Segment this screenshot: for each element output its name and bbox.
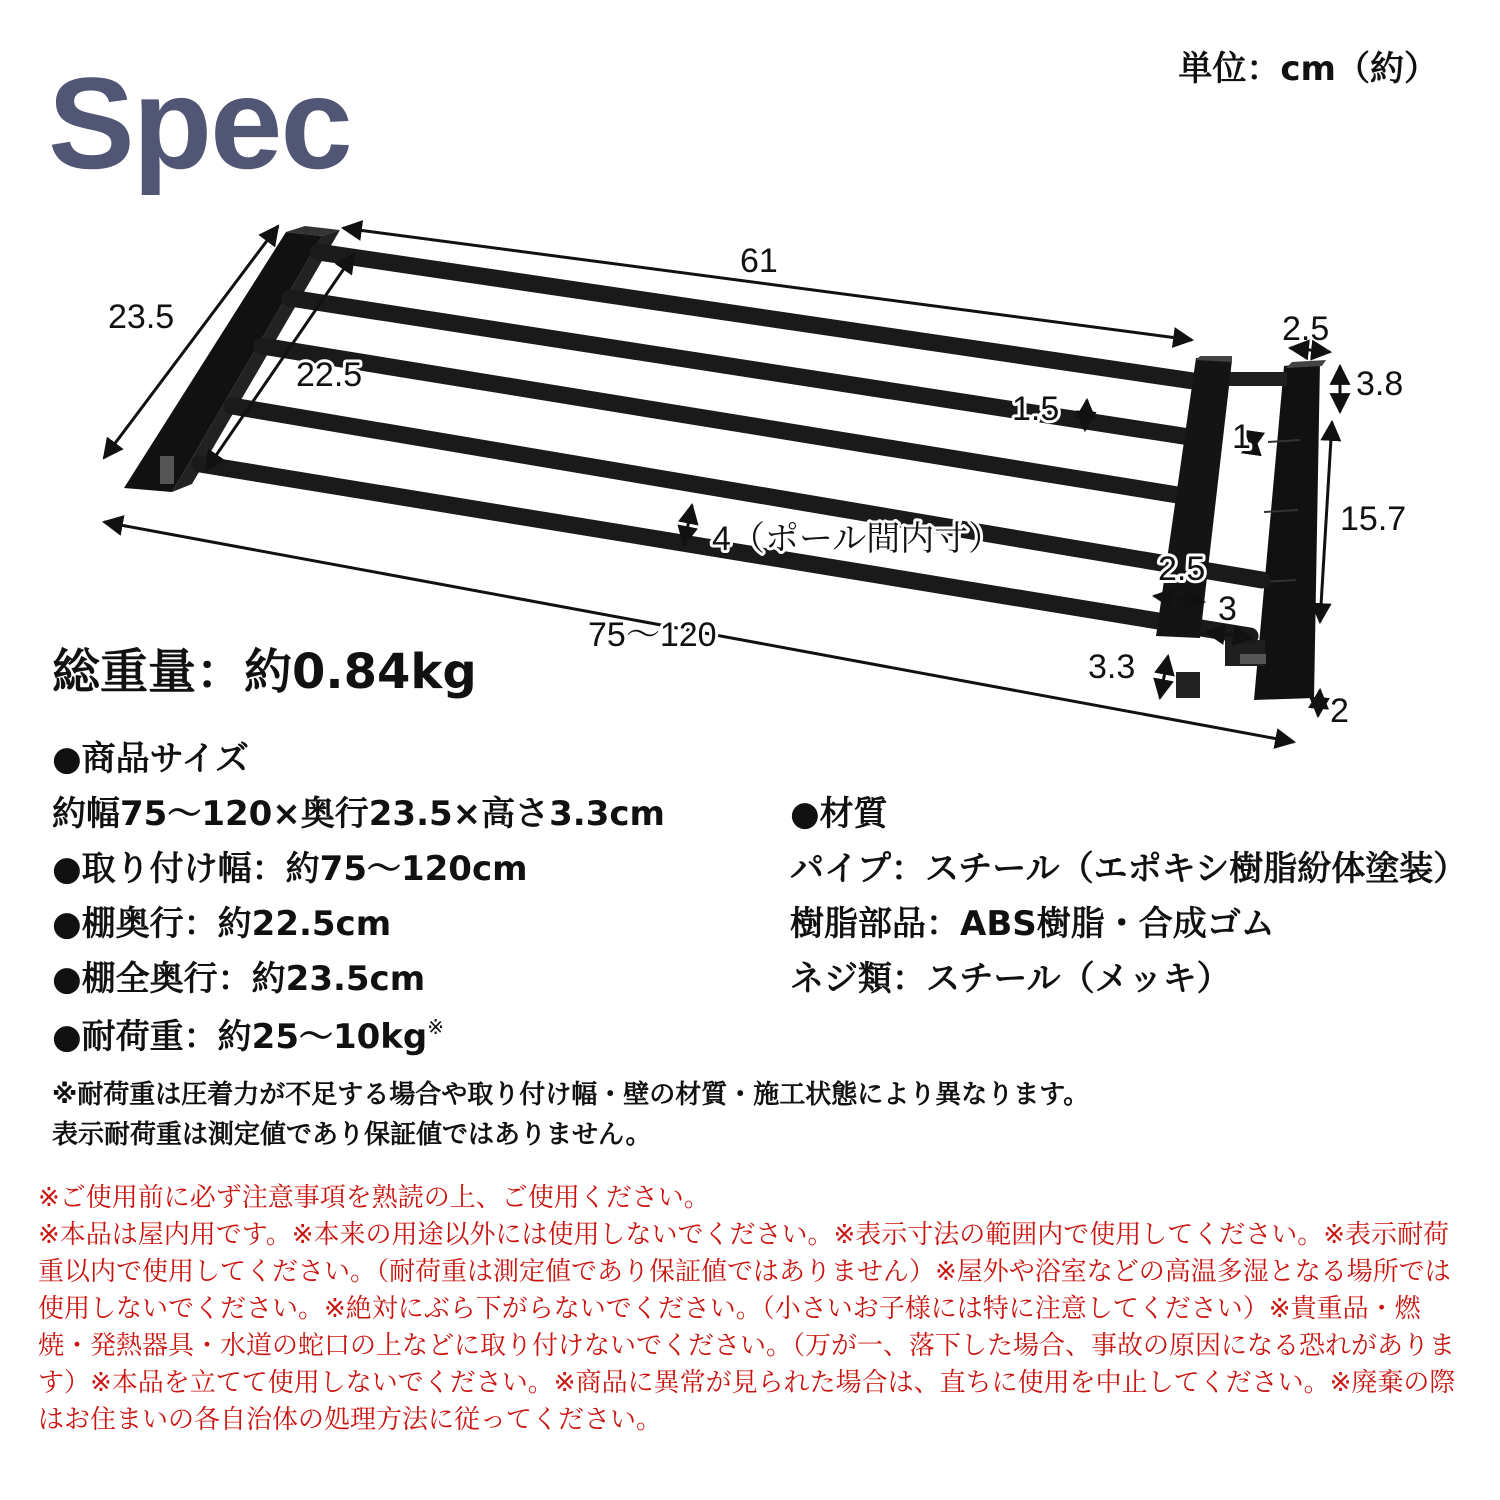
spec-load-text: ●耐荷重：約25～10kg: [52, 1017, 428, 1057]
caution-body: ※本品は屋内用です。※本来の用途以外には使用しないでください。※表示寸法の範囲内で使用してください。※表示耐荷重以内で使用してください。（耐荷重は測定値であり保証値ではありません）※屋外や浴室などの高温多湿となる場所では使用しないでください。※絶対にぶら下がらないでください。（小さいお子様には特に注意してください）※貴重品・燃焼・発熱器具・水道の蛇口の上などに取り付けないでください。（万が一、落下した場合、事故の原因になる恐れがあります）※本品を立てて使用しないでください。※商品に異常が見られた場合は、直ちに使用を中止してください。※廃棄の際はお住まいの各自治体の処理方法に従ってください。: [38, 1220, 1456, 1435]
spec-material-heading: ●材質: [790, 794, 888, 834]
dim-15-7-label: 15.7: [1340, 500, 1407, 538]
spec-size-heading: ●商品サイズ: [52, 739, 249, 779]
spec-load: [52, 1015, 445, 1057]
dim-2-5-top-label: 2.5: [1282, 310, 1330, 348]
spec-material-screw: ネジ類：スチール（メッキ）: [790, 959, 1231, 999]
dim-2-5-mid-label: 2.5: [1158, 550, 1206, 588]
spec-material-pipe: パイプ：スチール（エポキシ樹脂紛体塗装）: [790, 849, 1468, 889]
caution-block: [38, 1180, 1468, 1439]
load-note-line-1: ※耐荷重は圧着力が不足する場合や取り付け幅・壁の材質・施工状態により異なります。: [52, 1080, 1090, 1110]
spec-load-mark: ※: [427, 1015, 445, 1039]
shelf-illustration: [124, 226, 1326, 700]
total-weight: 総重量：約0.84kg: [52, 644, 477, 700]
spec-shelf-depth: ●棚奥行：約22.5cm: [52, 904, 392, 944]
dim-23-5-label: 23.5: [108, 298, 175, 336]
spec-mount-width: ●取り付け幅：約75～120cm: [52, 849, 528, 889]
page-title: Spec: [48, 50, 351, 196]
pipes: [200, 252, 1262, 636]
spec-material-resin: 樹脂部品：ABS樹脂・合成ゴム: [790, 904, 1275, 944]
dim-3-label: 3: [1218, 590, 1237, 628]
spec-total-depth: ●棚全奥行：約23.5cm: [52, 959, 426, 999]
dim-2-label: 2: [1330, 692, 1349, 730]
dim-75-120-label: 75～120: [588, 616, 717, 654]
dim-4-label: 4（ポール間内寸）: [712, 520, 1003, 558]
dim-3-8-label: 3.8: [1356, 365, 1404, 403]
unit-label: 単位：cm（約）: [1178, 49, 1438, 89]
caution-line-1: ※ご使用前に必ず注意事項を熟読の上、ご使用ください。: [38, 1183, 710, 1213]
dim-3-3-label: 3.3: [1088, 648, 1136, 686]
right-inner-bracket: [1156, 356, 1232, 698]
dim-1-5-label: 1.5: [1012, 390, 1060, 428]
load-note-line-2: 表示耐荷重は測定値であり保証値ではありません。: [52, 1120, 652, 1150]
dim-22-5-label: 22.5: [296, 356, 363, 394]
dim-61-label: 61: [740, 242, 778, 280]
dim-1-label: 1: [1232, 418, 1251, 456]
spec-size-value: 約幅75～120×奥行23.5×高さ3.3cm: [52, 794, 665, 834]
